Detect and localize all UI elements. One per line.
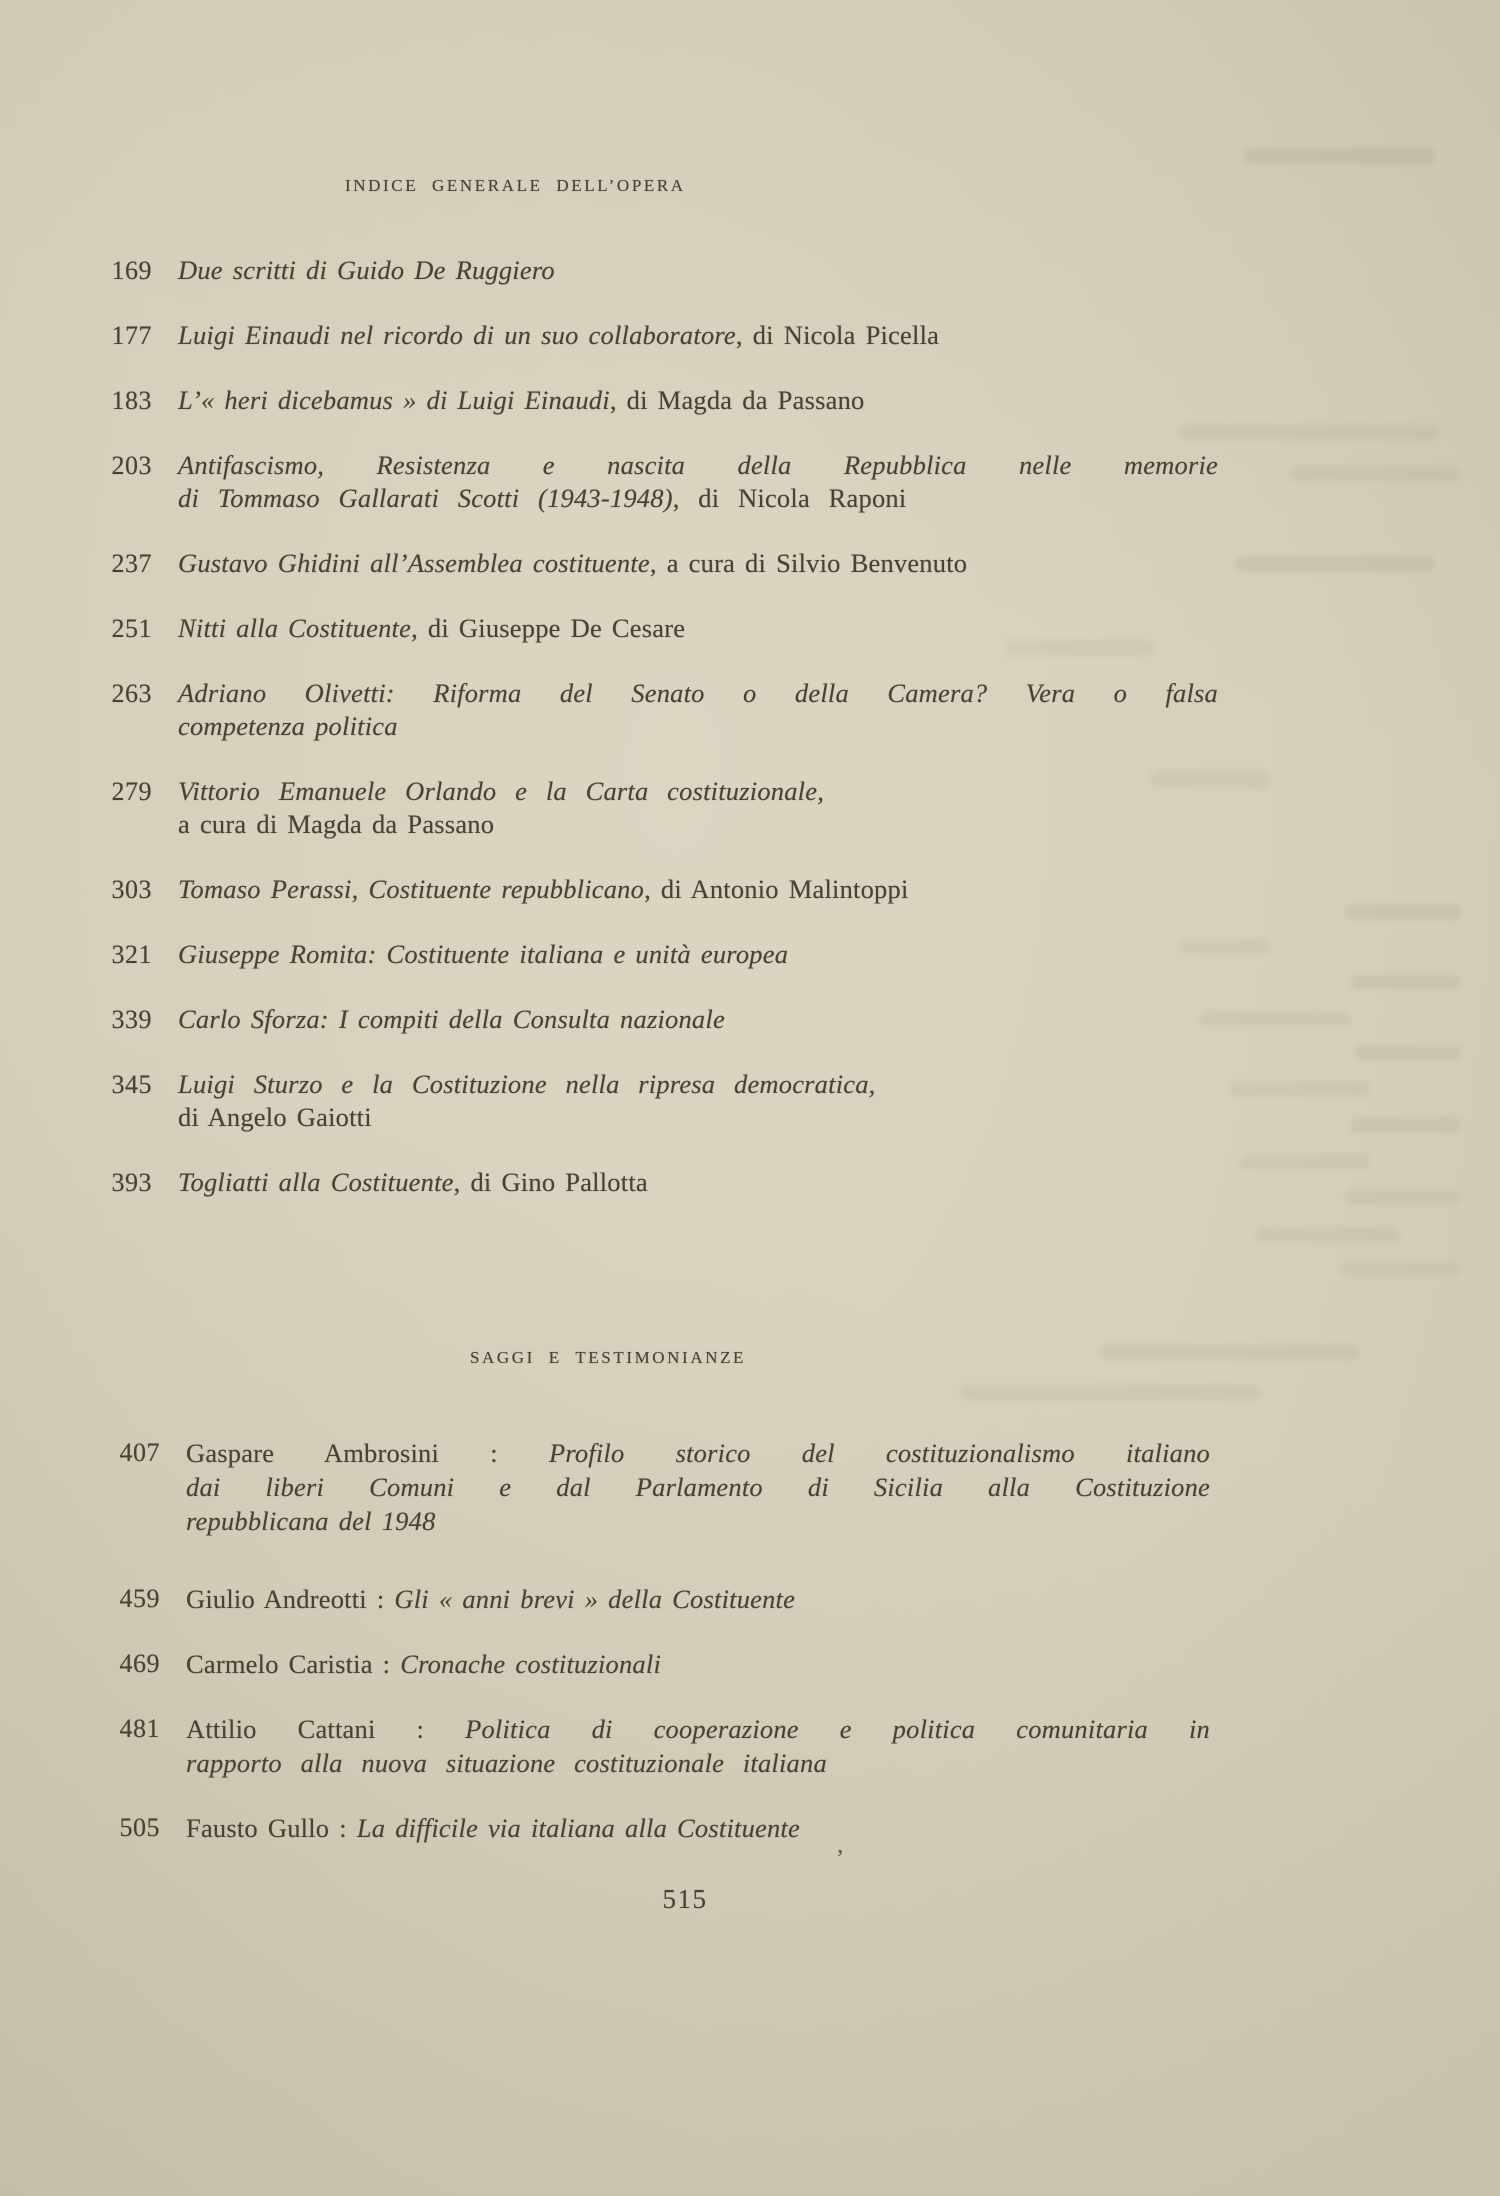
entry-page-number: 169	[111, 256, 152, 285]
index-section-saggi-e-testimonianze	[108, 1436, 1248, 1876]
entry-title	[178, 254, 1218, 287]
entry-page-number: 203	[111, 451, 152, 480]
entry-title-line	[178, 254, 1218, 287]
running-head: INDICE GENERALE DELL’OPERA	[345, 176, 686, 195]
author-roman-text: , di Antonio Malintoppi	[644, 874, 909, 904]
author-roman-text: di Angelo Gaiotti	[178, 1102, 372, 1132]
author-roman-text: Giulio Andreotti :	[186, 1584, 395, 1614]
index-entry	[100, 384, 1250, 417]
ghost-text-smudge	[1350, 1118, 1460, 1132]
index-entry	[100, 449, 1250, 515]
entry-title	[178, 449, 1218, 515]
title-italic-text: rapporto alla nuova situazione costituzionale italiana	[186, 1748, 827, 1778]
entry-title	[186, 1582, 1210, 1616]
index-entry	[108, 1436, 1248, 1538]
title-italic-text: Tomaso Perassi, Costituente repubblicano	[178, 874, 645, 904]
author-roman-text: Carmelo Caristia :	[186, 1649, 401, 1679]
ghost-text-smudge	[1255, 1228, 1400, 1242]
ghost-text-smudge	[1240, 1155, 1370, 1169]
ghost-text-smudge	[1355, 1046, 1460, 1060]
entry-title-line	[178, 677, 1218, 710]
index-entry	[108, 1712, 1248, 1780]
entry-page-number: 303	[111, 875, 152, 904]
ghost-text-smudge	[1350, 975, 1460, 989]
entry-page-number: 459	[119, 1584, 160, 1613]
entry-page-number: 505	[119, 1813, 160, 1842]
index-entry	[100, 873, 1250, 906]
entry-title-line	[178, 384, 1218, 417]
entry-title	[178, 677, 1218, 743]
stray-ink-mark: ’	[836, 1846, 844, 1872]
entry-title	[178, 938, 1218, 971]
index-entry	[100, 319, 1250, 352]
author-roman-text: , di Nicola Raponi	[672, 483, 907, 513]
entry-title-line	[178, 938, 1218, 971]
index-entry	[100, 1068, 1250, 1134]
entry-title	[186, 1811, 1210, 1845]
index-entry	[100, 775, 1250, 841]
entry-title-line	[178, 612, 1218, 645]
ghost-text-smudge	[1235, 556, 1435, 572]
page-number: 515	[662, 1884, 708, 1914]
index-entry	[100, 938, 1250, 971]
author-roman-text: Fausto Gullo :	[186, 1813, 357, 1843]
entry-title	[178, 1003, 1218, 1036]
index-entry	[100, 612, 1250, 645]
title-italic-text: L’« heri dicebamus » di Luigi Einaudi	[178, 385, 610, 415]
ghost-text-smudge	[1340, 1262, 1460, 1276]
title-italic-text: Gustavo Ghidini all’Assemblea costituente	[178, 548, 650, 578]
entry-title	[178, 319, 1218, 352]
title-italic-text: dai liberi Comuni e dal Parlamento di Sicilia alla Costituzione	[186, 1472, 1210, 1502]
entry-page-number: 469	[119, 1649, 160, 1678]
title-italic-text: Togliatti alla Costituente	[178, 1167, 454, 1197]
entry-title-line	[186, 1504, 1210, 1538]
title-italic-text: Cronache costituzionali	[400, 1649, 662, 1679]
title-italic-text: La difficile via italiana alla Costituente	[356, 1813, 800, 1843]
title-italic-text: di Tommaso Gallarati Scotti (1943-1948)	[178, 483, 673, 513]
title-italic-text: repubblicana del 1948	[186, 1506, 436, 1536]
entry-page-number: 339	[111, 1005, 152, 1034]
ghost-text-smudge	[960, 1385, 1260, 1400]
index-entry	[100, 1003, 1250, 1036]
title-italic-text: Adriano Olivetti: Riforma del Senato o della Camera? Vera o falsa	[178, 678, 1218, 708]
entry-title-line	[178, 1003, 1218, 1036]
author-roman-text: Gaspare Ambrosini :	[186, 1438, 549, 1468]
entry-title-line	[178, 710, 1218, 743]
entry-page-number: 393	[111, 1168, 152, 1197]
entry-title	[178, 1068, 1218, 1134]
entry-title	[178, 612, 1218, 645]
ghost-text-smudge	[1245, 148, 1435, 164]
title-italic-text: Politica di cooperazione e politica comunitaria in	[465, 1714, 1210, 1744]
title-italic-text: Profilo storico del costituzionalismo italiano	[548, 1438, 1210, 1468]
section-heading: SAGGI E TESTIMONIANZE	[470, 1348, 747, 1367]
entry-page-number: 263	[111, 679, 152, 708]
author-roman-text: , a cura di Silvio Benvenuto	[649, 548, 968, 578]
entry-title-line	[186, 1647, 1210, 1681]
ghost-text-smudge	[1230, 1082, 1370, 1096]
index-entry	[100, 1166, 1250, 1199]
author-roman-text: a cura di Magda da Passano	[178, 809, 495, 839]
entry-title	[178, 775, 1218, 841]
entry-title-line	[178, 1166, 1218, 1199]
index-entry	[100, 677, 1250, 743]
entry-title	[186, 1712, 1210, 1780]
entry-title-line	[178, 1068, 1218, 1101]
author-roman-text: , di Magda da Passano	[609, 385, 865, 415]
author-roman-text: , di Giuseppe De Cesare	[411, 613, 686, 643]
entry-title	[178, 1166, 1218, 1199]
title-italic-text: Luigi Einaudi nel ricordo di un suo collaboratore	[178, 320, 736, 350]
entry-title-line	[186, 1436, 1210, 1470]
title-italic-text: Due scritti di Guido De Ruggiero	[178, 255, 555, 285]
author-roman-text: , di Nicola Picella	[735, 320, 940, 350]
title-italic-text: Giuseppe Romita: Costituente italiana e unità europea	[178, 939, 789, 969]
entry-title-line	[178, 547, 1218, 580]
entry-title-line	[178, 1101, 1218, 1134]
author-roman-text: , di Gino Pallotta	[453, 1167, 648, 1197]
title-italic-text: Antifascismo, Resistenza e nascita della Repubblica nelle memorie	[178, 450, 1218, 480]
ghost-text-smudge	[1345, 905, 1460, 919]
title-italic-text: Luigi Sturzo e la Costituzione nella ripresa democratica,	[178, 1069, 876, 1099]
ghost-text-smudge	[1100, 1345, 1360, 1360]
index-entry	[108, 1811, 1248, 1845]
title-italic-text: Nitti alla Costituente	[178, 613, 412, 643]
entry-title	[178, 547, 1218, 580]
ghost-text-smudge	[1345, 1190, 1460, 1204]
entry-title-line	[178, 449, 1218, 482]
index-entry	[100, 547, 1250, 580]
index-section-articles	[100, 254, 1250, 1231]
entry-title	[178, 873, 1218, 906]
entry-title-line	[186, 1811, 1210, 1845]
entry-title	[178, 384, 1218, 417]
entry-page-number: 177	[111, 321, 152, 350]
entry-title	[186, 1647, 1210, 1681]
title-italic-text: Carlo Sforza: I compiti della Consulta nazionale	[178, 1004, 725, 1034]
title-italic-text: Gli « anni brevi » della Costituente	[394, 1584, 796, 1614]
entry-title-line	[186, 1746, 1210, 1780]
entry-title-line	[178, 775, 1218, 808]
entry-page-number: 345	[111, 1070, 152, 1099]
entry-title-line	[178, 808, 1218, 841]
entry-page-number: 237	[111, 549, 152, 578]
entry-title-line	[186, 1582, 1210, 1616]
index-entry	[100, 254, 1250, 287]
entry-title-line	[186, 1712, 1210, 1746]
entry-title-line	[186, 1470, 1210, 1504]
entry-page-number: 321	[111, 940, 152, 969]
entry-page-number: 481	[119, 1714, 160, 1743]
entry-title-line	[178, 319, 1218, 352]
title-italic-text: Vittorio Emanuele Orlando e la Carta costituzionale,	[178, 776, 825, 806]
title-italic-text: competenza politica	[178, 711, 398, 741]
entry-page-number: 279	[111, 777, 152, 806]
entry-title-line	[178, 482, 1218, 515]
entry-page-number: 251	[111, 614, 152, 643]
index-entry	[108, 1582, 1248, 1616]
entry-page-number: 183	[111, 386, 152, 415]
entry-title	[186, 1436, 1210, 1538]
index-entry	[108, 1647, 1248, 1681]
author-roman-text: Attilio Cattani :	[186, 1714, 466, 1744]
entry-page-number: 407	[119, 1438, 160, 1467]
ghost-text-smudge	[1290, 466, 1460, 481]
entry-title-line	[178, 873, 1218, 906]
